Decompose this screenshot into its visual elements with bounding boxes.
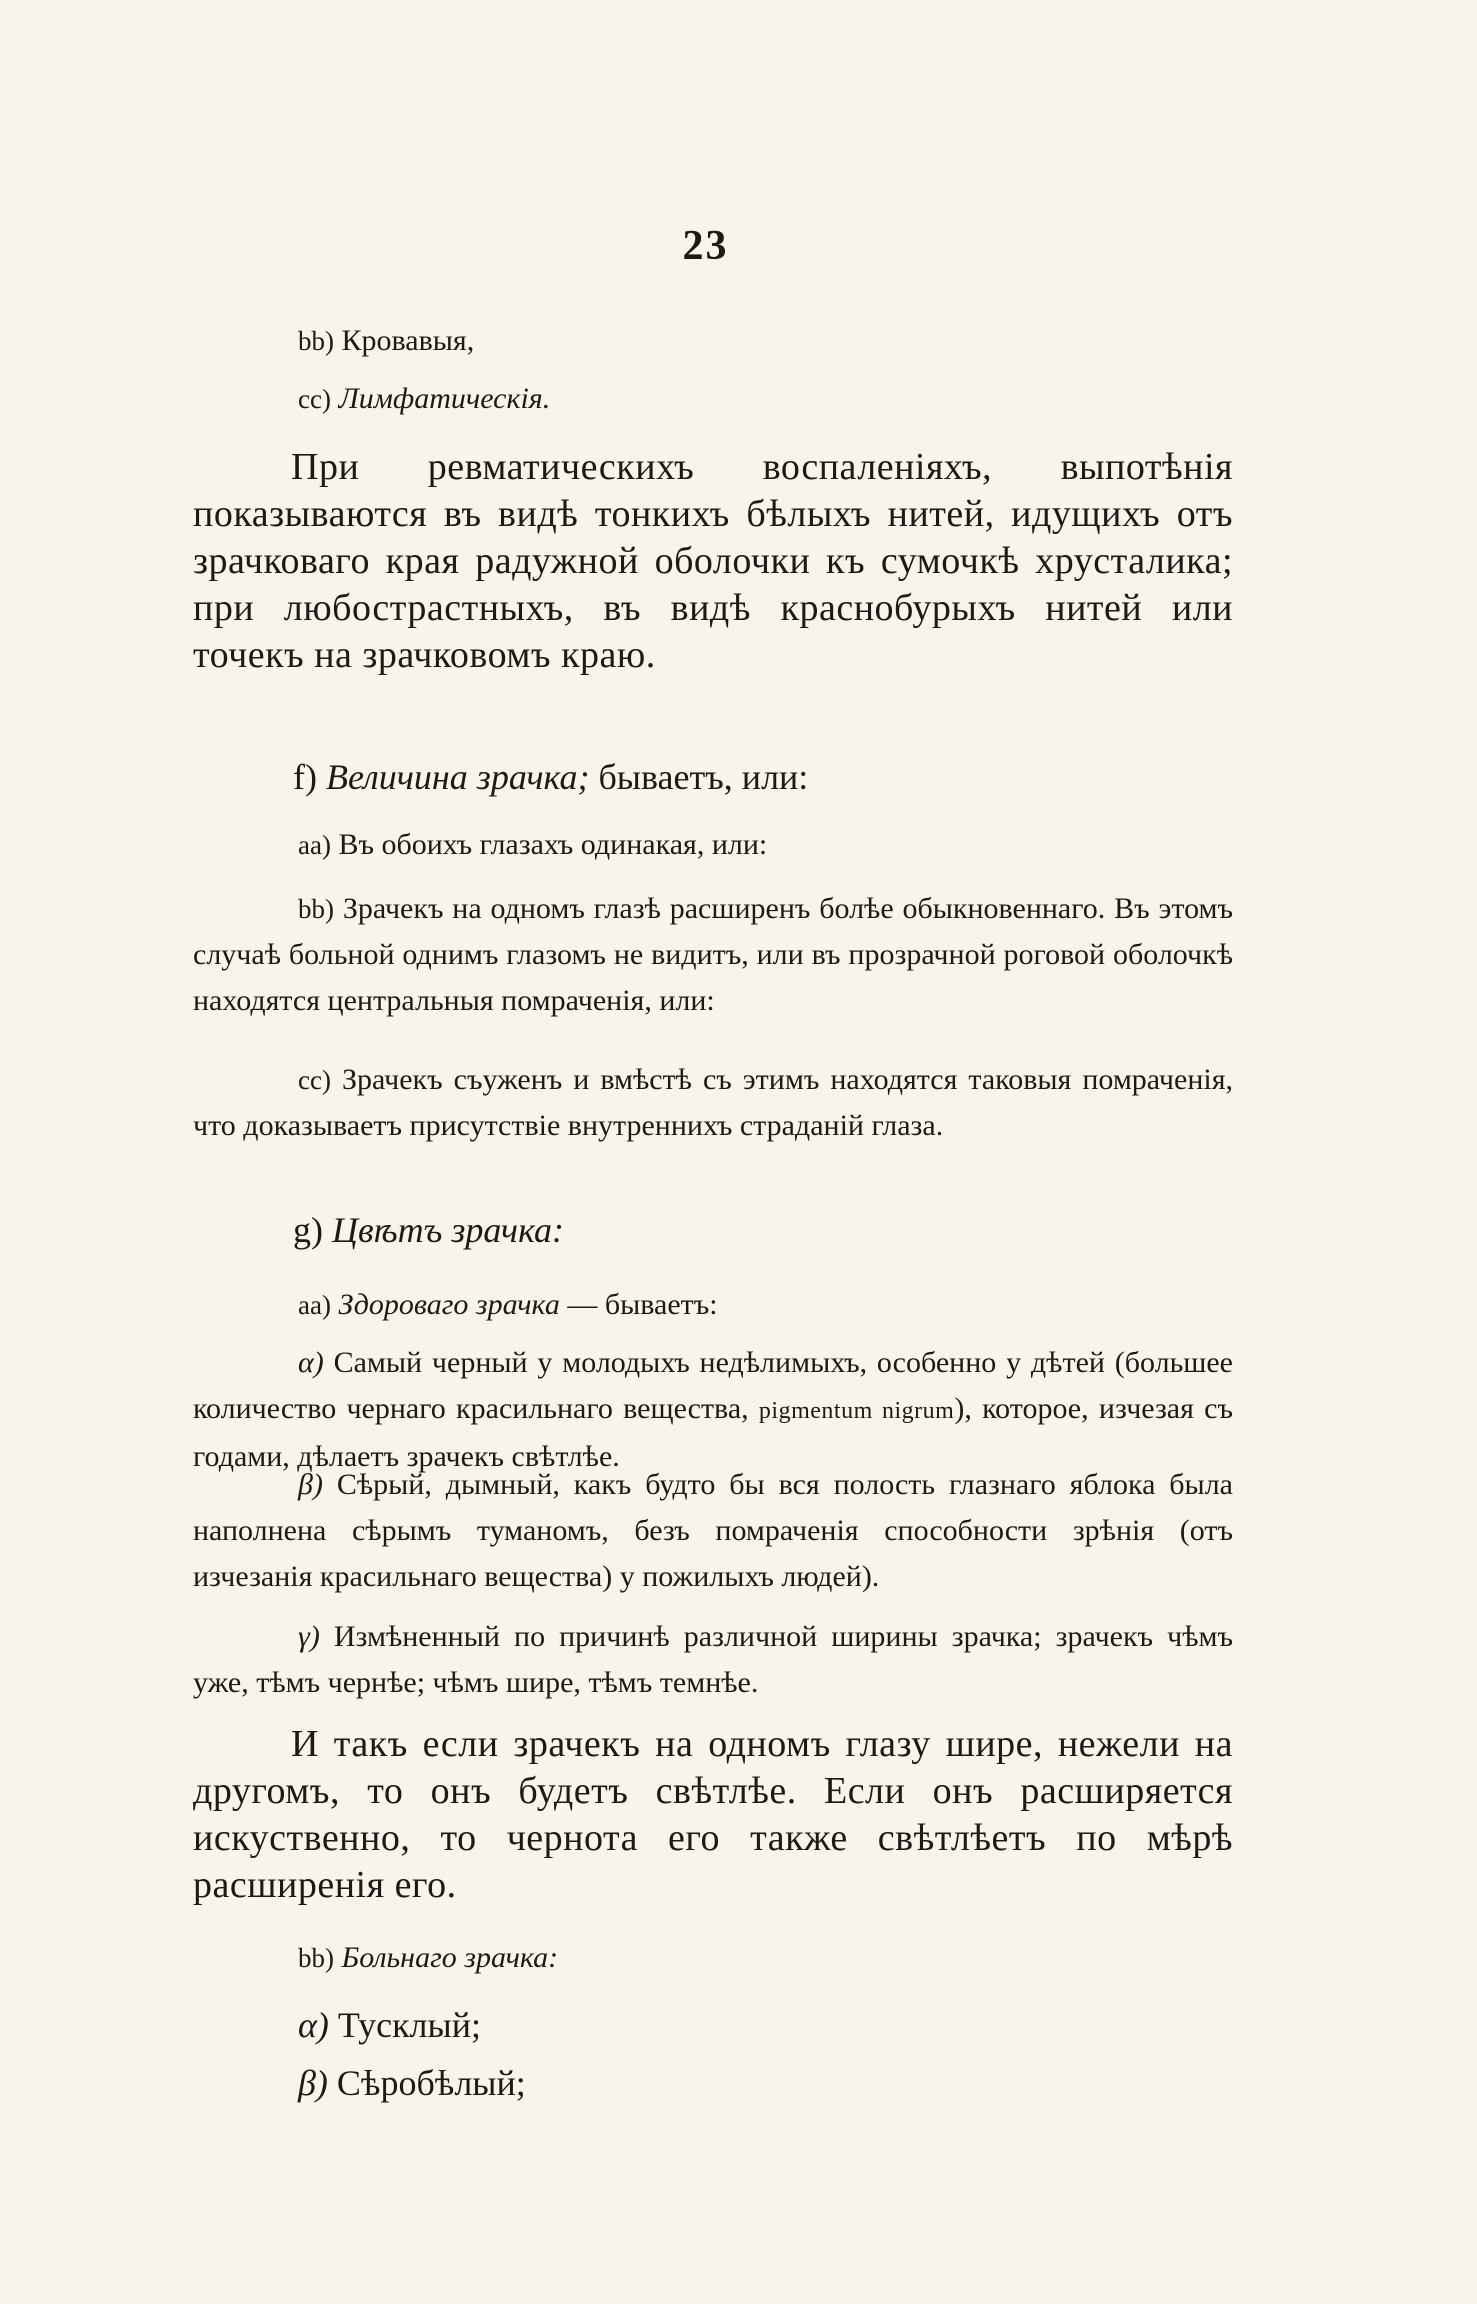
list-marker: bb) bbox=[298, 326, 334, 356]
page-number: 23 bbox=[682, 223, 729, 269]
list-item-text: Лимфатическія. bbox=[338, 382, 551, 415]
list-marker: bb) bbox=[298, 894, 334, 924]
list-item-text: Измѣненный по причинѣ различной ширины зрачка; зрачекъ чѣмъ уже, тѣмъ чернѣе; чѣмъ шире, тѣмъ темнѣе. bbox=[193, 1620, 1234, 1699]
list-item-text: Кровавыя, bbox=[341, 324, 475, 357]
section-heading-g bbox=[193, 1205, 1233, 1255]
list-item-title: Больнаго зрачка: bbox=[341, 1941, 559, 1974]
list-item-text: Сѣробѣлый; bbox=[336, 2063, 526, 2103]
section-marker: f) bbox=[293, 757, 317, 797]
list-item-g-beta bbox=[193, 1462, 1233, 1600]
list-marker: α) bbox=[298, 1346, 324, 1379]
list-item-text: Зрачекъ съуженъ и вмѣстѣ съ этимъ находятся таковыя помраченія, что доказываетъ присутствіе внутреннихъ страданій глаза. bbox=[193, 1063, 1234, 1142]
list-item-text: Тусклый; bbox=[337, 2005, 481, 2045]
list-item-bloody bbox=[193, 318, 1233, 364]
list-item-text: Въ обоихъ глазахъ одинакая, или: bbox=[338, 828, 768, 861]
section-title: Величина зрачка; bbox=[325, 757, 590, 797]
list-item-diseased bbox=[193, 1935, 1233, 1981]
list-item-diseased-beta bbox=[193, 2058, 1233, 2108]
list-marker: β) bbox=[298, 2063, 328, 2103]
list-item-text: Сѣрый, дымный, какъ будто бы вся полость глазнаго яблока была наполнена сѣрымъ туманомъ, безъ помраченія способности зрѣнія (отъ изчезанія красильнаго вещества) у пожилыхъ людей). bbox=[193, 1468, 1233, 1593]
list-item-text: — бываетъ: bbox=[567, 1288, 718, 1321]
list-item-title: Здороваго зрачка bbox=[338, 1288, 560, 1321]
section-heading-f bbox=[193, 752, 1233, 802]
section-title-rest: бываетъ, или: bbox=[598, 757, 809, 797]
list-item-g-alpha bbox=[193, 1340, 1233, 1480]
list-item-g-gamma bbox=[193, 1614, 1233, 1706]
list-marker: aa) bbox=[298, 830, 331, 860]
list-item-text: Самый черный у молодыхъ недѣлимыхъ, особенно у дѣтей (большее количество чернаго красильнаго вещества, bbox=[193, 1346, 1234, 1425]
latin-term: pigmentum nigrum bbox=[758, 1398, 955, 1424]
list-marker: aa) bbox=[298, 1290, 331, 1320]
list-marker: bb) bbox=[298, 1943, 334, 1973]
list-item-f-cc bbox=[193, 1057, 1233, 1149]
list-item-f-aa bbox=[193, 822, 1233, 868]
list-marker: α) bbox=[298, 2005, 329, 2045]
list-marker: β) bbox=[298, 1468, 323, 1501]
paragraph-thus: И такъ если зрачекъ на одномъ глазу шире, нежели на другомъ, то онъ будетъ свѣтлѣе. Если онъ расширяется искуственно, то чернота его также свѣтлѣетъ по мѣрѣ расширенія его. bbox=[193, 1723, 1233, 1906]
section-title: Цвѣтъ зрачка: bbox=[332, 1210, 564, 1250]
list-item-text-tail: ), которое, изчезая съ годами, дѣлаетъ зрачекъ свѣтлѣе. bbox=[193, 1392, 1234, 1473]
section-marker: g) bbox=[293, 1210, 323, 1250]
paragraph-rheumatic: При ревматическихъ воспаленіяхъ, выпотѣнія показываются въ видѣ тонкихъ бѣлыхъ нитей, идущихъ отъ зрачковаго края радужной оболочки къ сумочкѣ хрусталика; при любострастныхъ, въ видѣ краснобурыхъ нитей или точекъ на зрачковомъ краю. bbox=[193, 446, 1233, 676]
list-item-text: Зрачекъ на одномъ глазѣ расширенъ болѣе обыкновеннаго. Въ этомъ случаѣ больной однимъ глазомъ не видитъ, или въ прозрачной роговой оболочкѣ находятся центральныя помраченія, или: bbox=[193, 892, 1233, 1017]
list-item-diseased-alpha bbox=[193, 2000, 1233, 2050]
list-marker: γ) bbox=[298, 1620, 320, 1653]
list-item-g-aa bbox=[193, 1282, 1233, 1328]
list-item-lymphatic bbox=[193, 376, 1233, 422]
list-item-f-bb bbox=[193, 886, 1233, 1024]
list-marker: cc) bbox=[298, 384, 331, 414]
list-marker: cc) bbox=[298, 1065, 331, 1095]
